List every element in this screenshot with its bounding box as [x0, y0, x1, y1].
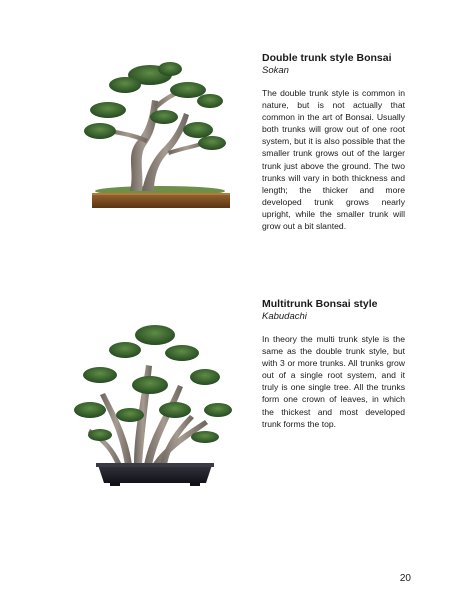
section-title: Multitrunk Bonsai style: [262, 298, 378, 310]
multitrunk-text: [262, 298, 405, 430]
double-trunk-text: [262, 52, 405, 232]
double-trunk-bonsai-illustration: [80, 55, 240, 220]
multitrunk-bonsai-illustration: [70, 315, 240, 490]
section-subtitle: Sokan: [262, 65, 289, 76]
section-multitrunk: [0, 290, 471, 510]
section-double-trunk: [0, 0, 471, 300]
section-body: In theory the multi trunk style is the same as the double trunk style, but with 3 or more trunks. All trunks grow out of a single root system, and it truly is one single tree. All the trunks form one crown of leaves, in which the thickest and most developed trunk forms the top.: [262, 334, 405, 429]
section-title: Double trunk style Bonsai: [262, 52, 392, 64]
section-body: The double trunk style is common in nature, but is not actually that common in the art of Bonsai. Usually both trunks will grow out of one root system, but it is also possible that the smaller trunk grows out of the larger trunk just above the ground. The two trunks will vary in both thickness and length; the thicker and more developed trunk grows nearly upright, while the smaller trunk will grow out a bit slanted.: [262, 88, 405, 232]
page-number: 20: [399, 573, 411, 584]
section-subtitle: Kabudachi: [262, 311, 307, 322]
